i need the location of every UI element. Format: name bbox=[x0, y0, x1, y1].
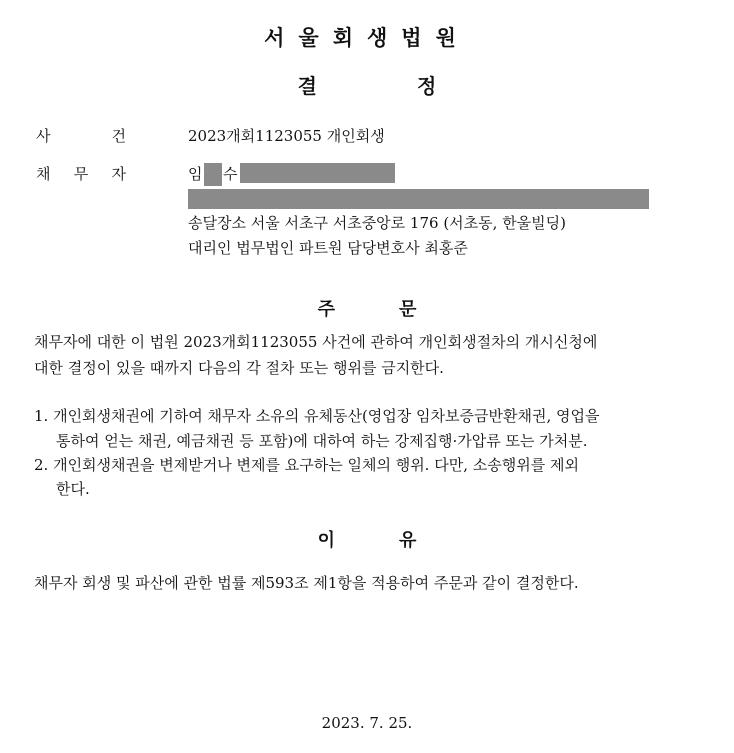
main-order-intro-line: 채무자에 대한 이 법원 2023개회1123055 사건에 관하여 개인회생절차의 개시신청에 bbox=[34, 333, 598, 351]
prohibition-item-line: 한다. bbox=[56, 480, 90, 498]
decision-date: 2023. 7. 25. bbox=[321, 714, 413, 732]
reason-title-char: 유 bbox=[399, 530, 417, 551]
main-order-title bbox=[0, 295, 734, 321]
court-name: 서울회생법원 bbox=[264, 26, 470, 50]
debtor-label: 채 무 자 bbox=[36, 165, 126, 183]
main-order-title-char: 문 bbox=[399, 299, 417, 320]
reason-title bbox=[0, 526, 734, 552]
prohibition-item-line: 2. 개인회생채권을 변제받거나 변제를 요구하는 일체의 행위. 다만, 소송행위를 제외 bbox=[34, 456, 579, 474]
redaction-block bbox=[240, 163, 395, 183]
document-type-char: 결 bbox=[297, 74, 317, 98]
document-type-title bbox=[0, 70, 734, 99]
legal-representative: 대리인 법무법인 파트원 담당변호사 최홍준 bbox=[188, 239, 468, 257]
main-order-title-char: 주 bbox=[317, 299, 335, 320]
reason-text: 채무자 회생 및 파산에 관한 법률 제593조 제1항을 적용하여 주문과 같이 결정한다. bbox=[34, 574, 579, 592]
redaction-block bbox=[204, 163, 222, 186]
case-label: 사 건 bbox=[36, 127, 126, 145]
prohibition-item-line: 통하여 얻는 채권, 예금채권 등 포함)에 대하여 하는 강제집행·가압류 또는 가처분. bbox=[56, 432, 588, 450]
document-type-char: 정 bbox=[417, 74, 437, 98]
main-order-intro-line: 대한 결정이 있을 때까지 다음의 각 절차 또는 행위를 금지한다. bbox=[34, 359, 444, 377]
service-address: 송달장소 서울 서초구 서초중앙로 176 (서초동, 한울빌딩) bbox=[188, 214, 567, 232]
debtor-name-prefix: 임 bbox=[188, 165, 203, 183]
reason-title-char: 이 bbox=[317, 530, 335, 551]
debtor-name-suffix: 수 bbox=[223, 165, 238, 183]
case-number: 2023개회1123055 개인회생 bbox=[188, 127, 385, 145]
prohibition-item-line: 1. 개인회생채권에 기하여 채무자 소유의 유체동산(영업장 임차보증금반환채권, 영업을 bbox=[34, 407, 600, 425]
redaction-block bbox=[188, 189, 649, 209]
